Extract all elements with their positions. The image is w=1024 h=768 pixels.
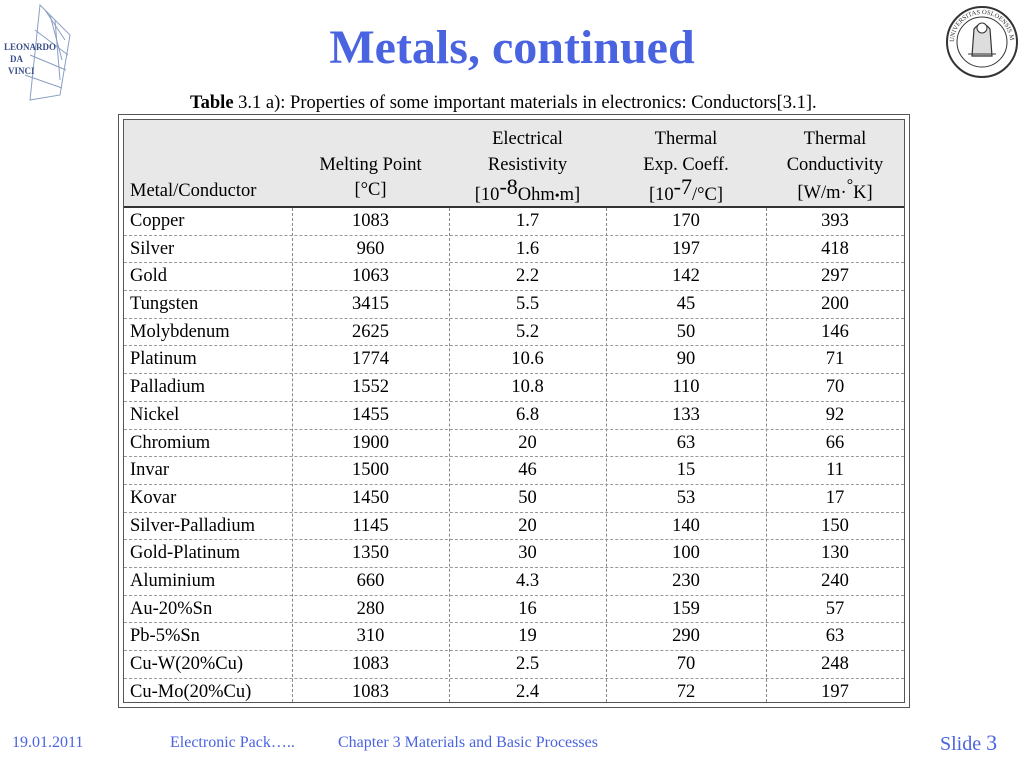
table-row bbox=[124, 623, 904, 651]
cell-thermal-exp: 170 bbox=[672, 211, 700, 231]
cell-thermal-cond: 66 bbox=[825, 432, 845, 453]
cell-thermal-exp: 197 bbox=[672, 238, 700, 259]
cell-resistivity: 2.2 bbox=[515, 266, 540, 287]
cell-thermal-cond: 63 bbox=[825, 626, 845, 647]
table-row bbox=[124, 540, 904, 568]
table-caption bbox=[190, 93, 817, 114]
cell-melting-point: 1450 bbox=[352, 487, 389, 508]
header-thermal-exp-line2: Exp. Coeff. bbox=[643, 155, 729, 175]
table-row bbox=[124, 208, 904, 236]
cell-resistivity: 10.8 bbox=[511, 377, 544, 398]
header-resistivity-unit: [10-8Ohm•m] bbox=[474, 174, 581, 205]
header-thermal-exp-line1: Thermal bbox=[654, 129, 718, 149]
table-row bbox=[124, 679, 904, 707]
svg-text:LEONARDO: LEONARDO bbox=[4, 42, 57, 52]
cell-metal: Tungsten bbox=[130, 294, 199, 315]
cell-melting-point: 280 bbox=[356, 598, 385, 619]
cell-resistivity: 20 bbox=[518, 432, 537, 453]
cell-thermal-cond: 418 bbox=[821, 238, 849, 259]
cell-resistivity: 2.5 bbox=[515, 654, 540, 674]
cell-thermal-exp: 15 bbox=[676, 460, 696, 481]
table-header bbox=[124, 120, 904, 208]
cell-metal: Palladium bbox=[130, 377, 206, 398]
table-row bbox=[124, 568, 904, 596]
cell-thermal-cond: 150 bbox=[821, 515, 849, 536]
cell-thermal-exp: 70 bbox=[676, 654, 696, 674]
cell-metal: Gold-Platinum bbox=[130, 543, 240, 564]
cell-thermal-exp: 142 bbox=[672, 266, 700, 287]
table-row bbox=[124, 402, 904, 430]
cell-thermal-cond: 200 bbox=[821, 294, 849, 315]
cell-resistivity: 10.6 bbox=[511, 349, 544, 370]
cell-melting-point: 1500 bbox=[352, 460, 389, 481]
cell-melting-point: 960 bbox=[356, 238, 385, 259]
cell-melting-point: 1083 bbox=[352, 654, 389, 674]
slide-title: Metals, continued bbox=[329, 21, 695, 74]
cell-thermal-exp: 159 bbox=[672, 598, 700, 619]
cell-thermal-cond: 248 bbox=[821, 654, 849, 674]
footer-chapter: Chapter 3 Materials and Basic Processes bbox=[338, 734, 598, 751]
cell-thermal-exp: 53 bbox=[676, 487, 696, 508]
cell-metal: Copper bbox=[130, 211, 185, 231]
cell-melting-point: 1552 bbox=[352, 377, 389, 398]
table-inner bbox=[123, 119, 905, 703]
cell-thermal-exp: 133 bbox=[672, 404, 700, 425]
cell-thermal-cond: 240 bbox=[821, 570, 849, 591]
cell-resistivity: 6.8 bbox=[515, 404, 540, 425]
header-melting-point bbox=[292, 120, 449, 208]
header-metal-label: Metal/Conductor bbox=[130, 181, 257, 201]
cell-resistivity: 4.3 bbox=[515, 570, 540, 591]
svg-text:DA: DA bbox=[10, 54, 23, 64]
cell-metal: Invar bbox=[130, 460, 170, 481]
cell-thermal-exp: 90 bbox=[676, 349, 696, 370]
header-metal bbox=[124, 120, 292, 208]
cell-metal: Chromium bbox=[130, 432, 211, 453]
table-row bbox=[124, 236, 904, 264]
header-melting-unit: [°C] bbox=[354, 180, 387, 200]
cell-resistivity: 50 bbox=[518, 487, 537, 508]
table-body bbox=[124, 208, 904, 706]
svg-text:VINCI: VINCI bbox=[8, 66, 35, 76]
table-row bbox=[124, 374, 904, 402]
cell-thermal-exp: 100 bbox=[672, 543, 700, 564]
cell-thermal-exp: 290 bbox=[672, 626, 700, 647]
cell-resistivity: 46 bbox=[518, 460, 537, 481]
cell-melting-point: 1063 bbox=[352, 266, 389, 287]
cell-metal: Molybdenum bbox=[130, 321, 230, 342]
cell-metal: Aluminium bbox=[130, 570, 216, 591]
cell-thermal-exp: 63 bbox=[676, 432, 696, 453]
slide-number-value: 3 bbox=[986, 730, 998, 755]
cell-thermal-cond: 130 bbox=[821, 543, 849, 564]
header-thermal-exp-unit: [10-7/°C] bbox=[648, 174, 724, 205]
cell-resistivity: 2.4 bbox=[515, 681, 540, 702]
cell-melting-point: 1455 bbox=[352, 404, 389, 425]
cell-resistivity: 1.7 bbox=[515, 211, 540, 231]
cell-thermal-exp: 110 bbox=[672, 377, 700, 398]
slide-number bbox=[940, 730, 997, 756]
cell-melting-point: 3415 bbox=[352, 294, 389, 315]
cell-metal: Nickel bbox=[130, 404, 180, 425]
cell-metal: Au-20%Sn bbox=[130, 598, 213, 619]
cell-metal: Cu-W(20%Cu) bbox=[130, 654, 244, 674]
cell-melting-point: 310 bbox=[356, 626, 385, 647]
caption-text: 3.1 a): Properties of some important materials in electronics: Conductors[3.1]. bbox=[233, 93, 817, 113]
cell-thermal-exp: 72 bbox=[676, 681, 696, 702]
cell-resistivity: 20 bbox=[518, 515, 537, 536]
table-row bbox=[124, 430, 904, 458]
slide-label: Slide bbox=[940, 733, 982, 755]
cell-thermal-cond: 57 bbox=[825, 598, 845, 619]
cell-thermal-cond: 17 bbox=[825, 487, 845, 508]
cell-metal: Silver bbox=[130, 238, 175, 259]
cell-thermal-exp: 45 bbox=[676, 294, 696, 315]
table-row bbox=[124, 263, 904, 291]
cell-thermal-cond: 92 bbox=[825, 404, 845, 425]
cell-resistivity: 30 bbox=[518, 543, 537, 564]
header-resistivity-line1: Electrical bbox=[492, 129, 563, 149]
caption-bold: Table bbox=[190, 93, 234, 113]
cell-thermal-cond: 71 bbox=[825, 349, 845, 370]
cell-thermal-exp: 50 bbox=[676, 321, 696, 342]
cell-metal: Pb-5%Sn bbox=[130, 626, 200, 647]
cell-resistivity: 1.6 bbox=[515, 238, 540, 259]
cell-melting-point: 1083 bbox=[352, 211, 389, 231]
header-thermal-cond-line2: Conductivity bbox=[786, 155, 884, 175]
cell-resistivity: 5.2 bbox=[515, 321, 540, 342]
cell-metal: Platinum bbox=[130, 349, 197, 370]
cell-melting-point: 1900 bbox=[352, 432, 389, 453]
header-melting-line1: Melting Point bbox=[319, 155, 422, 175]
header-thermal-cond-line1: Thermal bbox=[803, 129, 867, 149]
table-row bbox=[124, 457, 904, 485]
table-row bbox=[124, 319, 904, 347]
properties-table bbox=[118, 114, 910, 708]
cell-metal: Kovar bbox=[130, 487, 177, 508]
table-row bbox=[124, 513, 904, 541]
cell-melting-point: 1083 bbox=[352, 681, 389, 702]
cell-resistivity: 19 bbox=[518, 626, 537, 647]
cell-melting-point: 660 bbox=[356, 570, 385, 591]
table-row bbox=[124, 291, 904, 319]
cell-resistivity: 16 bbox=[518, 598, 537, 619]
cell-thermal-cond: 11 bbox=[826, 460, 844, 481]
cell-melting-point: 1774 bbox=[352, 349, 389, 370]
cell-resistivity: 5.5 bbox=[515, 294, 540, 315]
svg-text:UNIVERSITAS OSLOENSIS MDCCCXI: UNIVERSITAS OSLOENSIS M bbox=[948, 8, 1016, 43]
cell-metal: Cu-Mo(20%Cu) bbox=[130, 681, 252, 702]
header-thermal-exp bbox=[606, 120, 766, 208]
table-row bbox=[124, 485, 904, 513]
cell-metal: Gold bbox=[130, 266, 167, 287]
cell-thermal-exp: 140 bbox=[672, 515, 700, 536]
cell-thermal-cond: 146 bbox=[821, 321, 849, 342]
cell-metal: Silver-Palladium bbox=[130, 515, 256, 536]
header-thermal-cond-unit: [W/m·°K] bbox=[797, 177, 873, 203]
header-thermal-cond bbox=[766, 120, 904, 208]
table-row bbox=[124, 651, 904, 679]
footer-date: 19.01.2011 bbox=[12, 734, 84, 751]
cell-melting-point: 1350 bbox=[352, 543, 389, 564]
footer-course: Electronic Pack….. bbox=[170, 734, 295, 751]
cell-melting-point: 1145 bbox=[352, 515, 389, 536]
cell-thermal-cond: 197 bbox=[821, 681, 849, 702]
cell-thermal-cond: 393 bbox=[821, 211, 849, 231]
table-row bbox=[124, 596, 904, 624]
cell-melting-point: 2625 bbox=[352, 321, 389, 342]
header-resistivity-line2: Resistivity bbox=[487, 155, 568, 175]
header-resistivity bbox=[449, 120, 606, 208]
cell-thermal-cond: 297 bbox=[821, 266, 849, 287]
cell-thermal-cond: 70 bbox=[825, 377, 845, 398]
table-row bbox=[124, 346, 904, 374]
cell-thermal-exp: 230 bbox=[672, 570, 700, 591]
